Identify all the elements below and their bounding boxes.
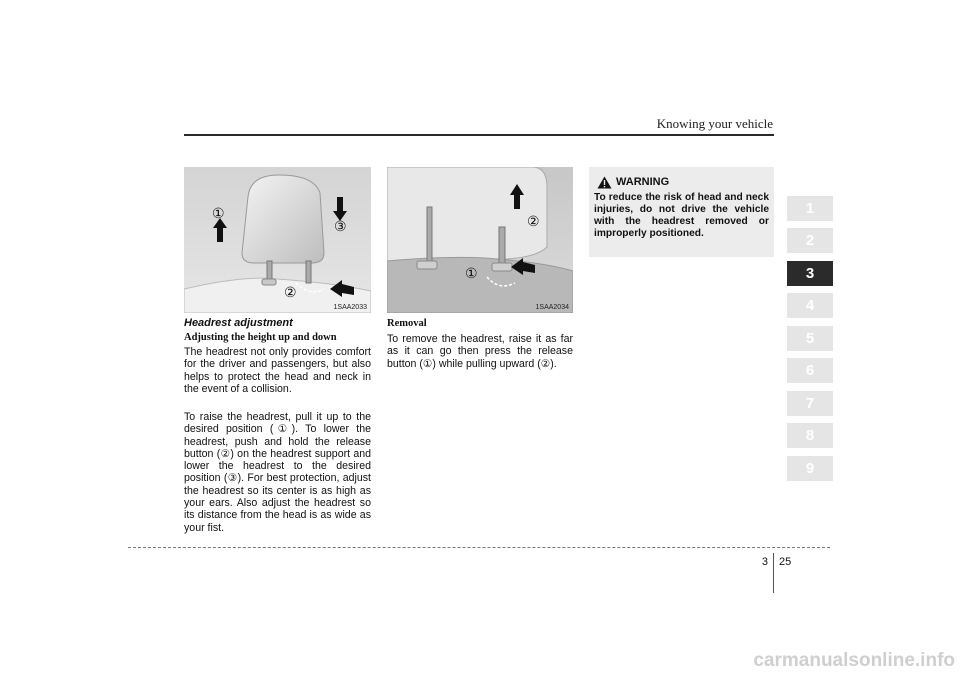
footer-rule bbox=[128, 547, 830, 548]
warning-title: WARNING bbox=[616, 176, 670, 188]
chapter-tab-1[interactable]: 1 bbox=[787, 196, 833, 221]
chapter-tab-3[interactable]: 3 bbox=[787, 261, 833, 286]
removal-heading: Removal bbox=[387, 318, 427, 329]
page-chapter-number: 3 bbox=[761, 556, 768, 568]
section-subtitle: Headrest adjustment bbox=[184, 317, 293, 329]
removal-paragraph: To remove the headrest, raise it as far as it can go then press the release button (①) while pulling upward (②). bbox=[387, 333, 573, 370]
figure-code: 1SAA2033 bbox=[333, 304, 367, 311]
headrest-adjustment-figure bbox=[184, 167, 371, 313]
chapter-tab-8[interactable]: 8 bbox=[787, 423, 833, 448]
section-heading: Adjusting the height up and down bbox=[184, 332, 337, 343]
headrest-illustration bbox=[184, 167, 371, 313]
chapter-tab-2[interactable]: 2 bbox=[787, 228, 833, 253]
chapter-tab-5[interactable]: 5 bbox=[787, 326, 833, 351]
chapter-tab-4[interactable]: 4 bbox=[787, 293, 833, 318]
watermark: carmanualsonline.info bbox=[753, 650, 955, 671]
headrest-removal-illustration bbox=[387, 167, 573, 313]
intro-paragraph: The headrest not only provides comfort for the driver and passengers, but also helps to protect the head and neck in the event of a collision. bbox=[184, 346, 371, 395]
callout-3: ③ bbox=[334, 218, 347, 234]
headrest-removal-figure bbox=[387, 167, 573, 313]
chapter-tab-9[interactable]: 9 bbox=[787, 456, 833, 481]
callout-2: ② bbox=[527, 213, 540, 229]
warning-triangle-icon bbox=[597, 176, 612, 189]
figure-code: 1SAA2034 bbox=[535, 304, 569, 311]
page-number: 25 bbox=[779, 556, 792, 568]
header-rule bbox=[184, 134, 774, 136]
warning-box bbox=[589, 167, 774, 257]
callout-1: ① bbox=[465, 265, 478, 281]
footer-divider bbox=[773, 553, 774, 593]
callout-1: ① bbox=[212, 205, 225, 221]
warning-text: To reduce the risk of head and neck injuries, do not drive the vehicle with the headrest removed or improperly positioned. bbox=[594, 192, 769, 239]
chapter-tab-6[interactable]: 6 bbox=[787, 358, 833, 383]
adjustment-paragraph: To raise the headrest, pull it up to the desired position (①). To lower the headrest, push and hold the release button (②) on the headrest support and lower the headrest to the desired position (③). For best protection, adjust the headrest so its center is as high as your ears. Also adjust the headrest so its distance from the head is as wide as your fist. bbox=[184, 411, 371, 534]
running-header: Knowing your vehicle bbox=[656, 116, 773, 131]
callout-2: ② bbox=[284, 284, 297, 300]
chapter-tab-7[interactable]: 7 bbox=[787, 391, 833, 416]
